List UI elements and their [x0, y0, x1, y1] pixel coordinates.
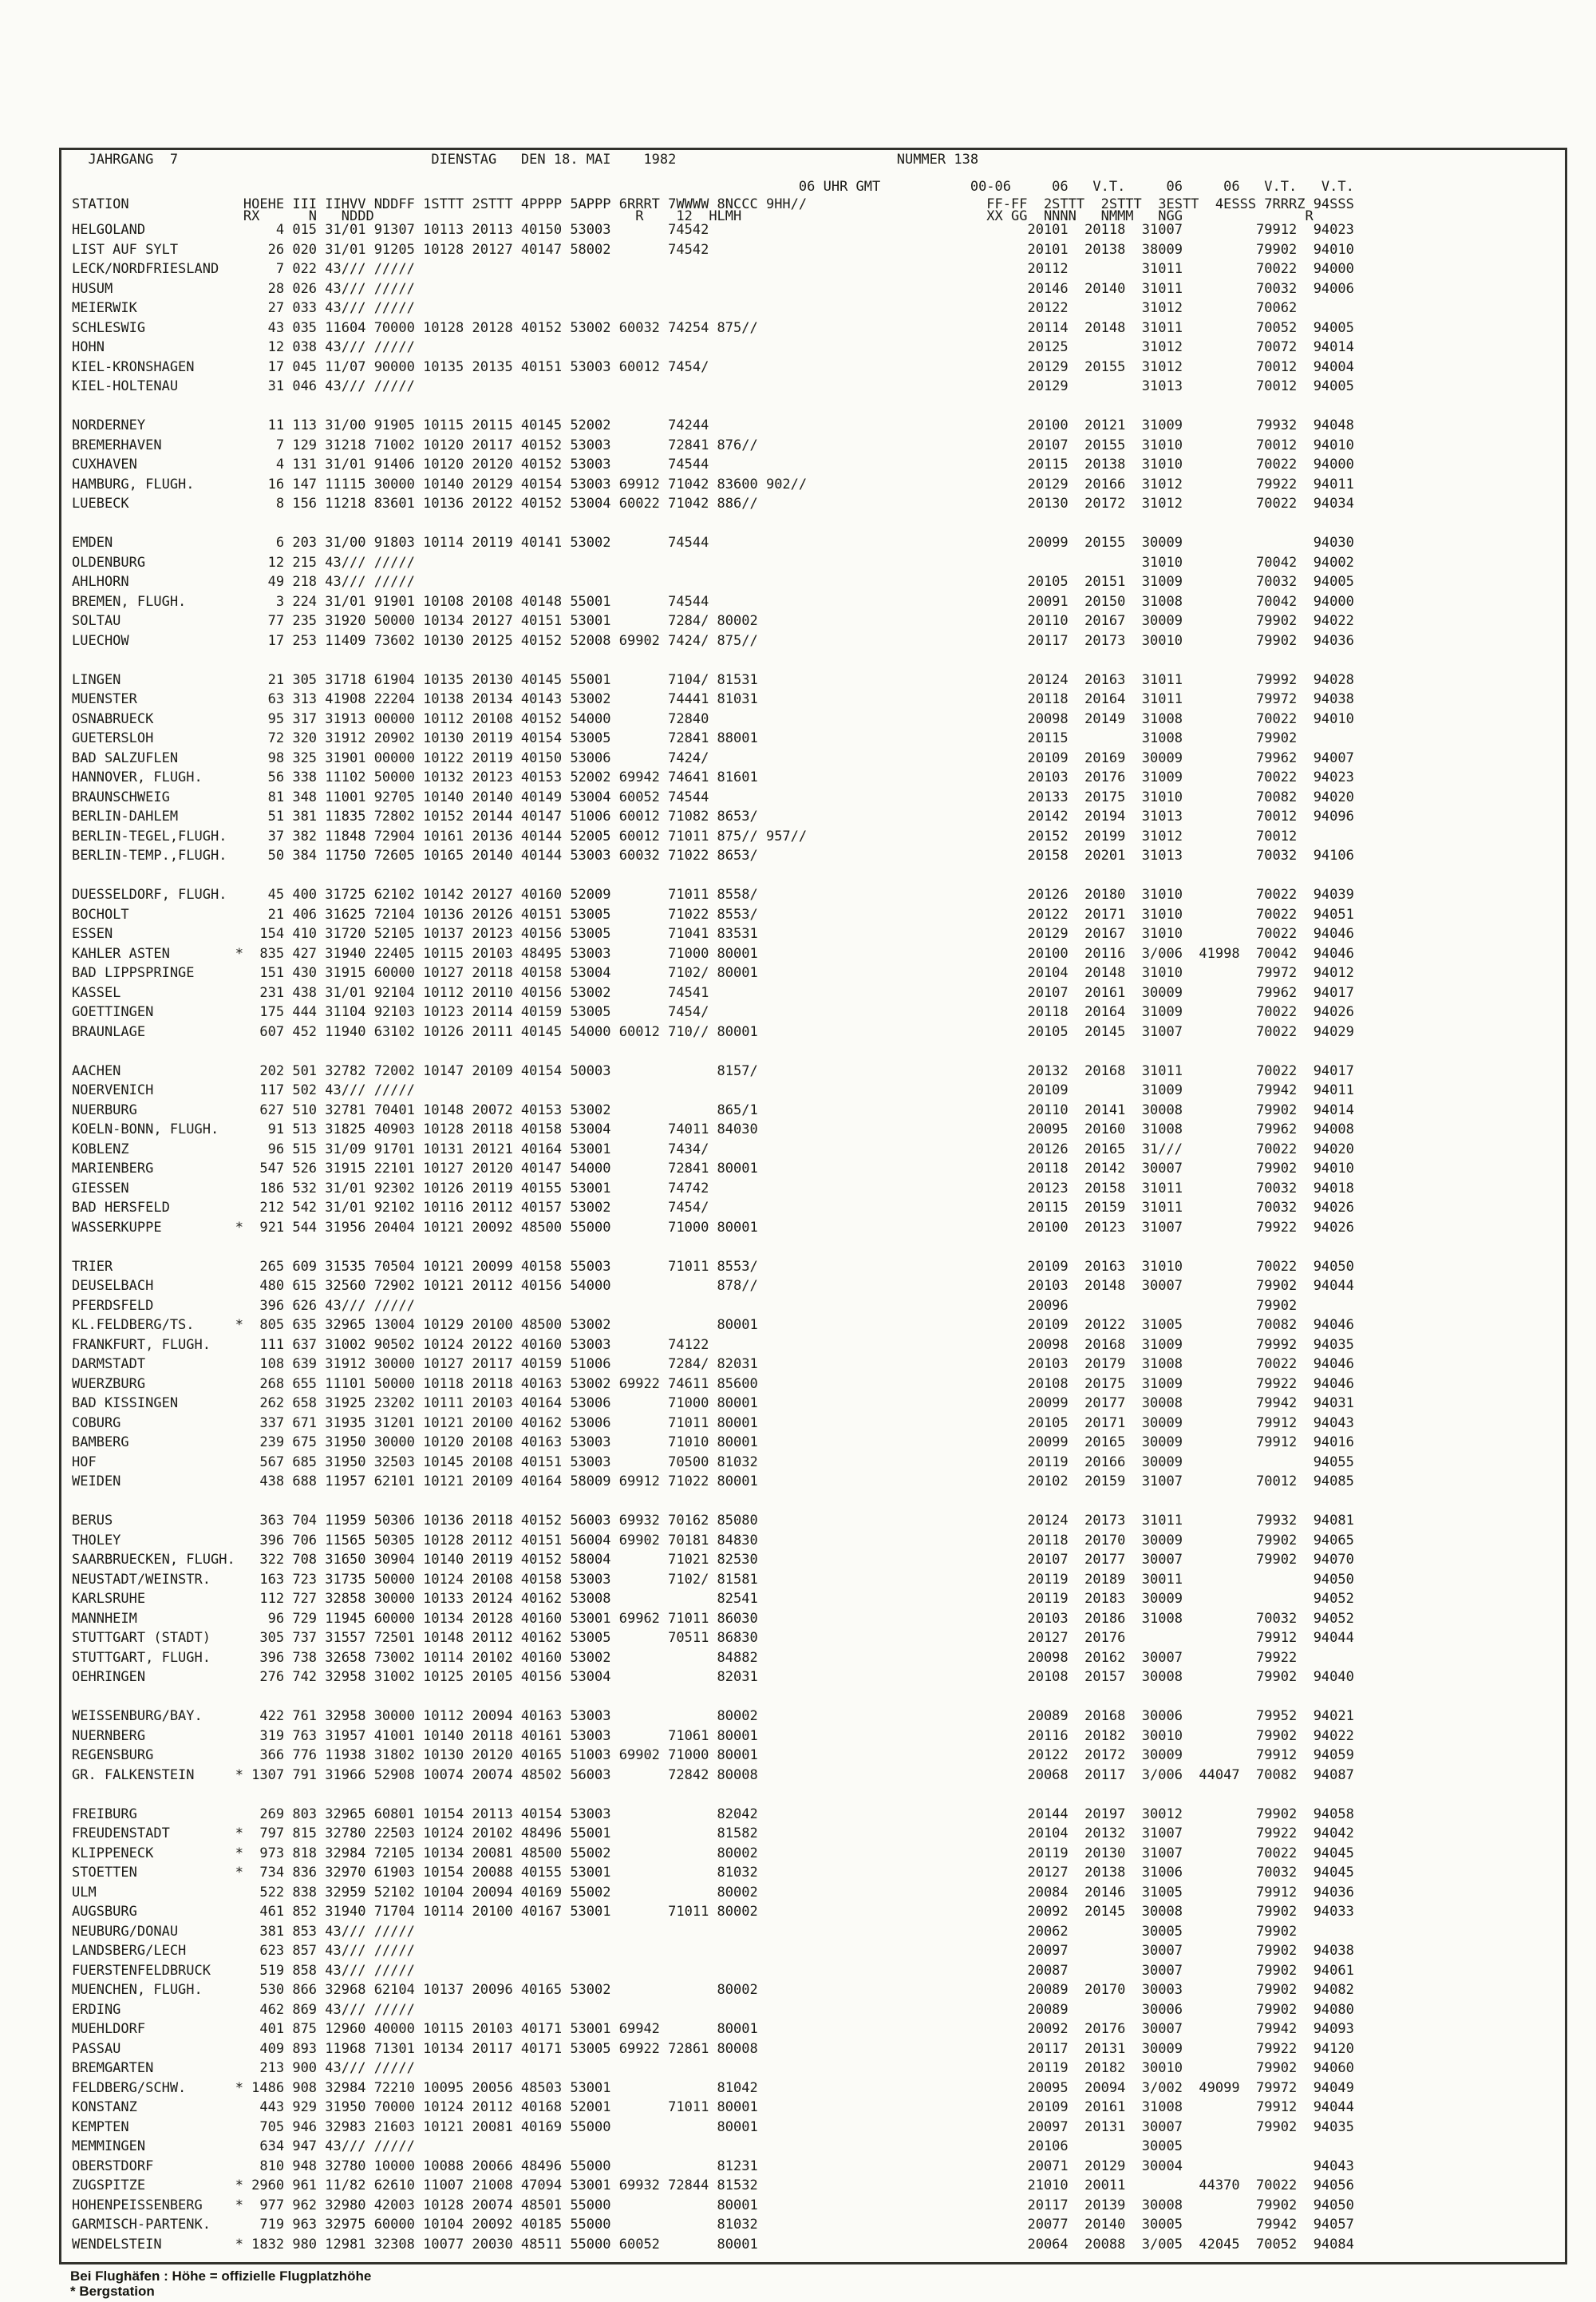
- station-row: PFERDSFELD 396 626 43/// ///// 20096 79902: [72, 1297, 1298, 1314]
- station-row: BERLIN-DAHLEM 51 381 11835 72802 10152 20144 40147 51006 60012 71082 8653/ 20142 20194 31013 70012 94096: [72, 809, 1354, 825]
- footer-note-airports: Bei Flughäfen : Höhe = offizielle Flugplatzhöhe: [70, 2268, 372, 2284]
- station-row: WENDELSTEIN * 1832 980 12981 32308 10077 20030 48511 55000 60052 80001 20064 20088 3/005 42045 70052 94084: [72, 2236, 1354, 2253]
- blank-line: [72, 1495, 1565, 1515]
- station-row: KAHLER ASTEN * 835 427 31940 22405 10115 20103 48495 53003 71000 80001 20100 20116 3/006 41998 70042 94046: [72, 945, 1354, 962]
- station-row: TRIER 265 609 31535 70504 10121 20099 40158 55003 71011 8553/ 20109 20163 31010 70022 94050: [72, 1258, 1354, 1275]
- station-row: FUERSTENFELDBRUCK 519 858 43/// ///// 20087 30007 79902 94061: [72, 1962, 1354, 1979]
- station-row: WUERZBURG 268 655 11101 50000 10118 20118 40163 53002 69922 74611 85600 20108 20175 31009 79922 94046: [72, 1375, 1354, 1392]
- weather-table: [72, 153, 1565, 2257]
- station-row: BREMERHAVEN 7 129 31218 71002 10120 20117 40152 53003 72841 876// 20107 20155 31010 70012 94010: [72, 437, 1354, 453]
- station-row: BAD SALZUFLEN 98 325 31901 00000 10122 20119 40150 53006 7424/ 20109 20169 30009 79962 94007: [72, 750, 1354, 766]
- column-subheader-line: RX N NDDD R 12 HLMH XX GG NNNN NMMM NGG R: [72, 208, 1314, 224]
- station-row: SCHLESWIG 43 035 11604 70000 10128 20128 40152 53002 60032 74254 875// 20114 20148 31011 70052 94005: [72, 319, 1354, 336]
- station-row: HUSUM 28 026 43/// ///// 20146 20140 31011 70032 94006: [72, 280, 1354, 297]
- station-row: GOETTINGEN 175 444 31104 92103 10123 20114 40159 53005 7454/ 20118 20164 31009 70022 94026: [72, 1004, 1354, 1020]
- station-row: KARLSRUHE 112 727 32858 30000 10133 20124 40162 53008 82541 20119 20183 30009 94052: [72, 1591, 1354, 1607]
- station-row: KIEL-KRONSHAGEN 17 045 11/07 90000 10135 20135 40151 53003 60012 7454/ 20129 20155 31012 70012 94004: [72, 358, 1354, 375]
- station-row: WASSERKUPPE * 921 544 31956 20404 10121 20092 48500 55000 71000 80001 20100 20123 31007 79922 94026: [72, 1219, 1354, 1236]
- footer-notes: [70, 2268, 371, 2299]
- station-row: NUERNBERG 319 763 31957 41001 10140 20118 40161 53003 71061 80001 20116 20182 30010 79902 94022: [72, 1727, 1354, 1744]
- station-row: MUENSTER 63 313 41908 22204 10138 20134 40143 53002 74441 81031 20118 20164 31011 79972 94038: [72, 691, 1354, 707]
- station-row: AACHEN 202 501 32782 72002 10147 20109 40154 50003 8157/ 20132 20168 31011 70022 94017: [72, 1062, 1354, 1079]
- weather-table-frame: [59, 148, 1567, 2264]
- station-row: MUENCHEN, FLUGH. 530 866 32968 62104 10137 20096 40165 53002 80002 20089 20170 30003 79902 94082: [72, 1982, 1354, 1998]
- station-row: DARMSTADT 108 639 31912 30000 10127 20117 40159 51006 7284/ 82031 20103 20179 31008 70022 94046: [72, 1356, 1354, 1372]
- station-row: HOHENPEISSENBERG * 977 962 32980 42003 10128 20074 48501 55000 80001 20117 20139 30008 79902 94050: [72, 2197, 1354, 2213]
- station-row: GUETERSLOH 72 320 31912 20902 10130 20119 40154 53005 72841 88001 20115 31008 79902: [72, 730, 1298, 746]
- station-row: PASSAU 409 893 11968 71301 10134 20117 40171 53005 69922 72861 80008 20117 20131 30009 79922 94120: [72, 2040, 1354, 2057]
- station-row: BOCHOLT 21 406 31625 72104 10136 20126 40151 53005 71022 8553/ 20122 20171 31010 70022 94051: [72, 906, 1354, 923]
- time-header-line: 06 UHR GMT 00-06 06 V.T. 06 06 V.T. V.T.: [72, 179, 1354, 195]
- blank-line: [72, 1691, 1565, 1711]
- station-row: NORDERNEY 11 113 31/00 91905 10115 20115 40145 52002 74244 20100 20121 31009 79932 94048: [72, 417, 1354, 433]
- station-row: AHLHORN 49 218 43/// ///// 20105 20151 31009 70032 94005: [72, 574, 1354, 590]
- station-row: OSNABRUECK 95 317 31913 00000 10112 20108 40152 54000 72840 20098 20149 31008 70022 94010: [72, 710, 1354, 727]
- station-row: THOLEY 396 706 11565 50305 10128 20112 40151 56004 69902 70181 84830 20118 20170 30009 79902 94065: [72, 1532, 1354, 1549]
- station-row: FREIBURG 269 803 32965 60801 10154 20113 40154 53003 82042 20144 20197 30012 79902 94058: [72, 1806, 1354, 1822]
- station-row: OBERSTDORF 810 948 32780 10000 10088 20066 48496 55000 81231 20071 20129 30004 94043: [72, 2158, 1354, 2174]
- station-row: FRANKFURT, FLUGH. 111 637 31002 90502 10124 20122 40160 53003 74122 20098 20168 31009 79992 94035: [72, 1336, 1354, 1353]
- station-row: OEHRINGEN 276 742 32958 31002 10125 20105 40156 53004 82031 20108 20157 30008 79902 94040: [72, 1669, 1354, 1685]
- station-row: HOHN 12 038 43/// ///// 20125 31012 70072 94014: [72, 339, 1354, 355]
- station-row: MEMMINGEN 634 947 43/// ///// 20106 30005: [72, 2138, 1183, 2154]
- station-row: REGENSBURG 366 776 11938 31802 10130 20120 40165 51003 69902 71000 80001 20122 20172 30009 79912 94059: [72, 1747, 1354, 1763]
- footer-note-mountain: * Bergstation: [70, 2284, 155, 2299]
- masthead-line: JAHRGANG 7 DIENSTAG DEN 18. MAI 1982 NUMMER 138: [72, 152, 979, 168]
- station-row: BAD HERSFELD 212 542 31/01 92102 10116 20112 40157 53002 7454/ 20115 20159 31011 70032 94026: [72, 1200, 1354, 1216]
- station-row: GARMISCH-PARTENK. 719 963 32975 60000 10104 20092 40185 55000 81032 20077 20140 30005 79942 94057: [72, 2217, 1354, 2233]
- station-row: WEIDEN 438 688 11957 62101 10121 20109 40164 58009 69912 71022 80001 20102 20159 31007 70012 94085: [72, 1473, 1354, 1489]
- station-row: BAMBERG 239 675 31950 30000 10120 20108 40163 53003 71010 80001 20099 20165 30009 79912 94016: [72, 1434, 1354, 1450]
- station-row: KONSTANZ 443 929 31950 70000 10124 20112 40168 52001 71011 80001 20109 20161 31008 79912 94044: [72, 2099, 1354, 2115]
- station-row: MANNHEIM 96 729 11945 60000 10134 20128 40160 53001 69962 71011 86030 20103 20186 31008 70032 94052: [72, 1610, 1354, 1627]
- blank-line: [72, 869, 1565, 889]
- station-row: HANNOVER, FLUGH. 56 338 11102 50000 10132 20123 40153 52002 69942 74641 81601 20103 20176 31009 70022 94023: [72, 769, 1354, 785]
- station-row: KOBLENZ 96 515 31/09 91701 10131 20121 40164 53001 7434/ 20126 20165 31/// 70022 94020: [72, 1141, 1354, 1157]
- station-row: ZUGSPITZE * 2960 961 11/82 62610 11007 21008 47094 53001 69932 72844 81532 21010 20011 44370 70022 94056: [72, 2177, 1354, 2193]
- station-row: LIST AUF SYLT 26 020 31/01 91205 10128 20127 40147 58002 74542 20101 20138 38009 79902 94010: [72, 241, 1354, 258]
- station-row: DUESSELDORF, FLUGH. 45 400 31725 62102 10142 20127 40160 52009 71011 8558/ 20126 20180 31010 70022 94039: [72, 887, 1354, 903]
- blank-line: [72, 400, 1565, 420]
- station-row: BREMEN, FLUGH. 3 224 31/01 91901 10108 20108 40148 55001 74544 20091 20150 31008 70042 94000: [72, 593, 1354, 610]
- station-row: STUTTGART (STADT) 305 737 31557 72501 10148 20112 40162 53005 70511 86830 20127 20176 79912 94044: [72, 1630, 1354, 1646]
- station-row: KEMPTEN 705 946 32983 21603 10121 20081 40169 55000 80001 20097 20131 30007 79902 94035: [72, 2118, 1354, 2135]
- blank-line: [72, 1788, 1565, 1808]
- station-row: SOLTAU 77 235 31920 50000 10134 20127 40151 53001 7284/ 80002 20110 20167 30009 79902 94022: [72, 613, 1354, 629]
- blank-line: [72, 1240, 1565, 1260]
- station-row: STOETTEN * 734 836 32970 61903 10154 20088 40155 53001 81032 20127 20138 31006 70032 94045: [72, 1865, 1354, 1881]
- station-row: WEISSENBURG/BAY. 422 761 32958 30000 10112 20094 40163 53003 80002 20089 20168 30006 79952 94021: [72, 1708, 1354, 1724]
- station-row: HELGOLAND 4 015 31/01 91307 10113 20113 40150 53003 74542 20101 20118 31007 79912 94023: [72, 222, 1354, 238]
- station-row: AUGSBURG 461 852 31940 71704 10114 20100 40167 53001 71011 80002 20092 20145 30008 79902 94033: [72, 1904, 1354, 1920]
- station-row: COBURG 337 671 31935 31201 10121 20100 40162 53006 71011 80001 20105 20171 30009 79912 94043: [72, 1414, 1354, 1431]
- station-row: NOERVENICH 117 502 43/// ///// 20109 31009 79942 94011: [72, 1082, 1354, 1098]
- station-row: EMDEN 6 203 31/00 91803 10114 20119 40141 53002 74544 20099 20155 30009 94030: [72, 535, 1354, 551]
- station-row: GIESSEN 186 532 31/01 92302 10126 20119 40155 53001 74742 20123 20158 31011 70032 94018: [72, 1180, 1354, 1196]
- station-row: HAMBURG, FLUGH. 16 147 11115 30000 10140 20129 40154 53003 69912 71042 83600 902// 20129 20166 31012 79922 94011: [72, 476, 1354, 492]
- station-row: BERUS 363 704 11959 50306 10136 20118 40152 56003 69932 70162 85080 20124 20173 31011 79932 94081: [72, 1513, 1354, 1529]
- station-row: ESSEN 154 410 31720 52105 10137 20123 40156 53005 71041 83531 20129 20167 31010 70022 94046: [72, 926, 1354, 942]
- station-row: LINGEN 21 305 31718 61904 10135 20130 40145 55001 7104/ 81531 20124 20163 31011 79992 94028: [72, 671, 1354, 688]
- station-row: BAD KISSINGEN 262 658 31925 23202 10111 20103 40164 53006 71000 80001 20099 20177 30008 79942 94031: [72, 1395, 1354, 1411]
- station-row: KLIPPENECK * 973 818 32984 72105 10134 20081 48500 55002 80002 20119 20130 31007 70022 94045: [72, 1845, 1354, 1861]
- station-row: ULM 522 838 32959 52102 10104 20094 40169 55002 80002 20084 20146 31005 79912 94036: [72, 1884, 1354, 1901]
- station-row: CUXHAVEN 4 131 31/01 91406 10120 20120 40152 53003 74544 20115 20138 31010 70022 94000: [72, 457, 1354, 473]
- station-row: LECK/NORDFRIESLAND 7 022 43/// ///// 20112 31011 70022 94000: [72, 261, 1354, 277]
- station-row: LANDSBERG/LECH 623 857 43/// ///// 20097 30007 79902 94038: [72, 1943, 1354, 1959]
- station-row: LUEBECK 8 156 11218 83601 10136 20122 40152 53004 60022 71042 886// 20130 20172 31012 70022 94034: [72, 496, 1354, 512]
- station-row: BREMGARTEN 213 900 43/// ///// 20119 20182 30010 79902 94060: [72, 2060, 1354, 2076]
- station-row: SAARBRUECKEN, FLUGH. 322 708 31650 30904 10140 20119 40152 58004 71021 82530 20107 20177 30007 79902 94070: [72, 1552, 1354, 1568]
- station-row: KOELN-BONN, FLUGH. 91 513 31825 40903 10128 20118 40158 53004 74011 84030 20095 20160 31008 79962 94008: [72, 1121, 1354, 1137]
- station-row: DEUSELBACH 480 615 32560 72902 10121 20112 40156 54000 878// 20103 20148 30007 79902 94044: [72, 1278, 1354, 1294]
- station-row: FELDBERG/SCHW. * 1486 908 32984 72210 10095 20056 48503 53001 81042 20095 20094 3/002 49099 79972 94049: [72, 2079, 1354, 2096]
- station-row: ERDING 462 869 43/// ///// 20089 30006 79902 94080: [72, 2001, 1354, 2018]
- column-header-line: STATION HOEHE III IIHVV NDDFF 1STTT 2STTT 4PPPP 5APPP 6RRRT 7WWWW 8NCCC 9HH// FF-FF 2STTT 2STTT 3ESTT 4ESSS 7RRRZ 94SSS: [72, 196, 1354, 212]
- station-row: FREUDENSTADT * 797 815 32780 22503 10124 20102 48496 55001 81582 20104 20132 31007 79922 94042: [72, 1825, 1354, 1841]
- station-row: NEUSTADT/WEINSTR. 163 723 31735 50000 10124 20108 40158 53003 7102/ 81581 20119 20189 30011 94050: [72, 1571, 1354, 1588]
- station-row: BERLIN-TEMP.,FLUGH. 50 384 11750 72605 10165 20140 40144 53003 60032 71022 8653/ 20158 20201 31013 70032 94106: [72, 848, 1354, 864]
- station-row: BAD LIPPSPRINGE 151 430 31915 60000 10127 20118 40158 53004 7102/ 80001 20104 20148 31010 79972 94012: [72, 965, 1354, 981]
- station-row: LUECHOW 17 253 11409 73602 10130 20125 40152 52008 69902 7424/ 875// 20117 20173 30010 79902 94036: [72, 632, 1354, 649]
- station-row: STUTTGART, FLUGH. 396 738 32658 73002 10114 20102 40160 53002 84882 20098 20162 30007 79922: [72, 1649, 1298, 1666]
- station-row: KIEL-HOLTENAU 31 046 43/// ///// 20129 31013 70012 94005: [72, 378, 1354, 394]
- station-row: MUEHLDORF 401 875 12960 40000 10115 20103 40171 53001 69942 80001 20092 20176 30007 79942 94093: [72, 2021, 1354, 2037]
- station-row: GR. FALKENSTEIN * 1307 791 31966 52908 10074 20074 48502 56003 72842 80008 20068 20117 3/006 44047 70082 94087: [72, 1766, 1354, 1783]
- blank-line: [72, 517, 1565, 537]
- station-row: MARIENBERG 547 526 31915 22101 10127 20120 40147 54000 72841 80001 20118 20142 30007 79902 94010: [72, 1161, 1354, 1177]
- station-row: NEUBURG/DONAU 381 853 43/// ///// 20062 30005 79902: [72, 1923, 1298, 1940]
- station-row: BRAUNSCHWEIG 81 348 11001 92705 10140 20140 40149 53004 60052 74544 20133 20175 31010 70082 94020: [72, 789, 1354, 805]
- station-row: BRAUNLAGE 607 452 11940 63102 10126 20111 40145 54000 60012 710// 80001 20105 20145 31007 70022 94029: [72, 1023, 1354, 1040]
- station-row: KL.FELDBERG/TS. * 805 635 32965 13004 10129 20100 48500 53002 80001 20109 20122 31005 70082 94046: [72, 1317, 1354, 1333]
- station-row: NUERBURG 627 510 32781 70401 10148 20072 40153 53002 865/1 20110 20141 30008 79902 94014: [72, 1102, 1354, 1118]
- blank-line: [72, 1045, 1565, 1065]
- blank-line: [72, 654, 1565, 674]
- station-row: OLDENBURG 12 215 43/// ///// 31010 70042 94002: [72, 554, 1354, 571]
- station-row: KASSEL 231 438 31/01 92104 10112 20110 40156 53002 74541 20107 20161 30009 79962 94017: [72, 984, 1354, 1001]
- station-row: MEIERWIK 27 033 43/// ///// 20122 31012 70062: [72, 300, 1298, 316]
- station-row: BERLIN-TEGEL,FLUGH. 37 382 11848 72904 10161 20136 40144 52005 60012 71011 875// 957// 20152 20199 31012 70012: [72, 828, 1298, 844]
- station-row: HOF 567 685 31950 32503 10145 20108 40151 53003 70500 81032 20119 20166 30009 94055: [72, 1454, 1354, 1470]
